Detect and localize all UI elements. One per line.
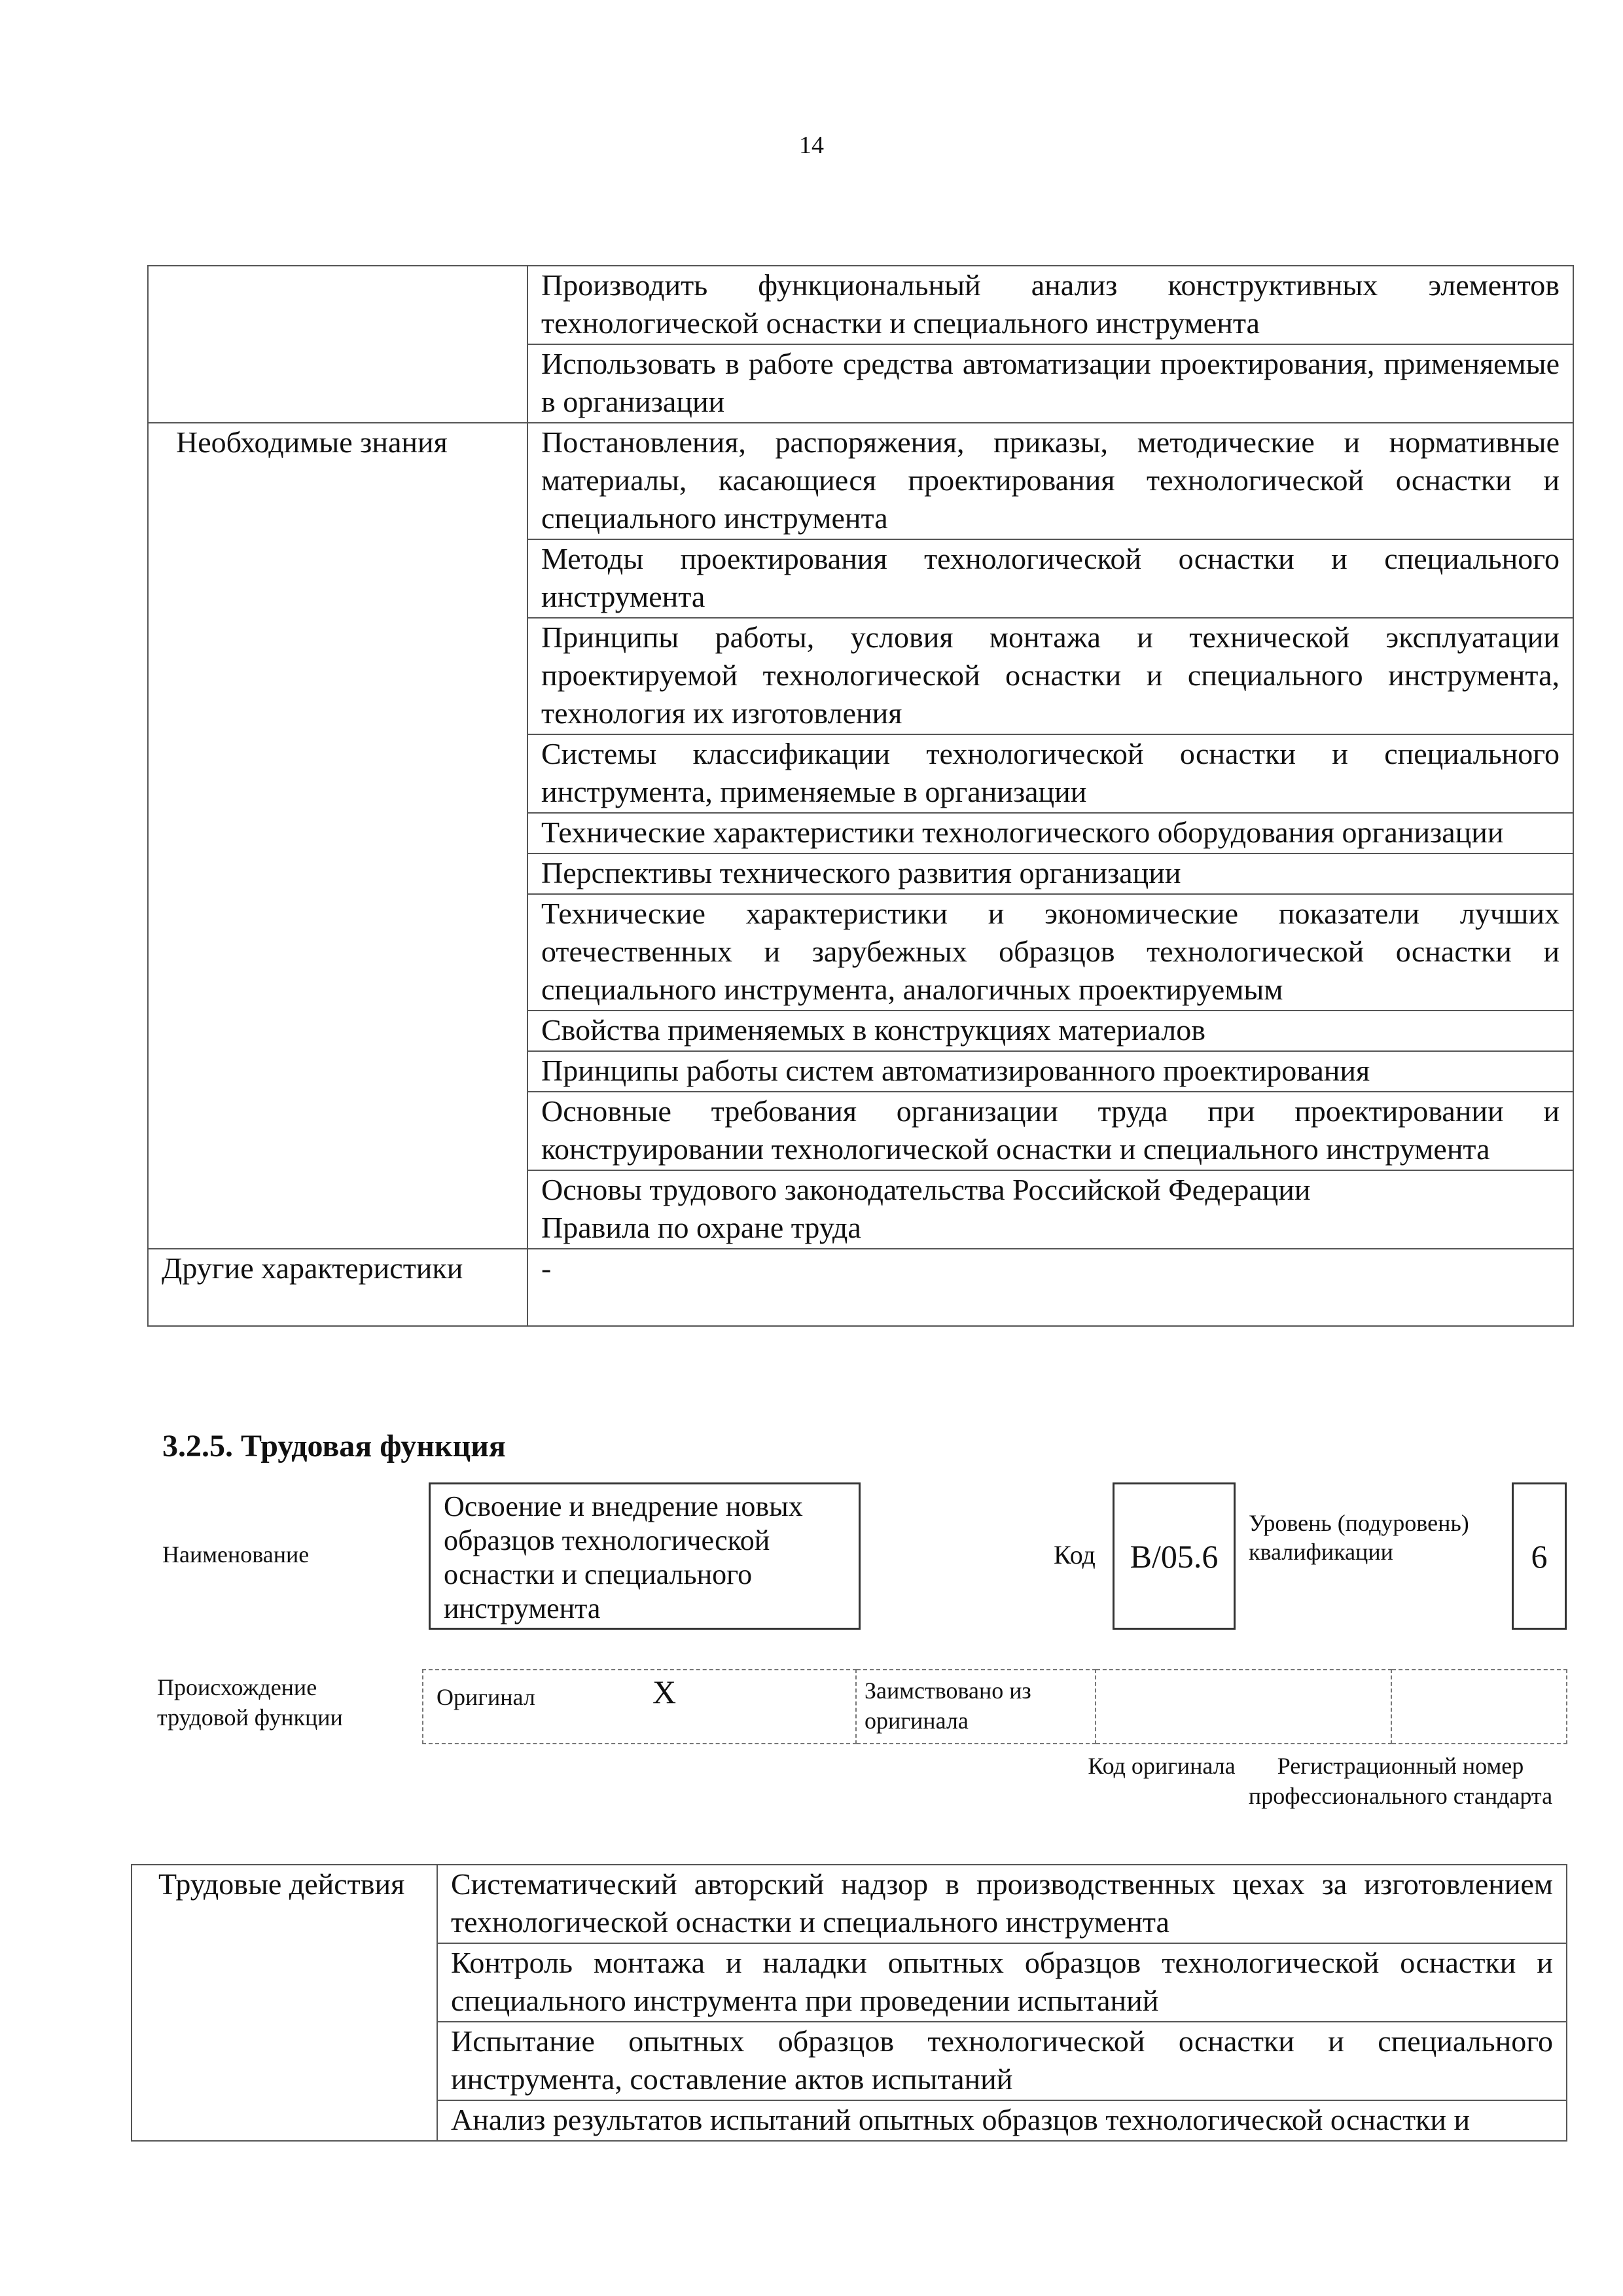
list-item: Контроль монтажа и наладки опытных образцов технологической оснастки и специального инструмента при проведении испытаний — [437, 1943, 1567, 2022]
original-label: Оригинал — [437, 1684, 535, 1710]
list-item: Производить функциональный анализ конструктивных элементов технологической оснастки и специального инструмента — [527, 266, 1573, 344]
qualification-level-box: 6 — [1512, 1482, 1567, 1630]
row-label-required-knowledge: Необходимые знания — [148, 423, 527, 1249]
borrowed-cell — [856, 1670, 1096, 1744]
row-label-labor-actions: Трудовые действия — [132, 1865, 437, 2141]
list-item: Систематический авторский надзор в производственных цехах за изготовлением технологической оснастки и специального инструмента — [437, 1865, 1567, 1943]
code-label: Код — [1054, 1540, 1096, 1570]
list-item — [527, 1170, 1573, 1249]
list-item: Методы проектирования технологической оснастки и специального инструмента — [527, 539, 1573, 618]
list-item-text: Правила по охране труда — [541, 1211, 861, 1244]
list-item: Испытание опытных образцов технологической оснастки и специального инструмента, составление актов испытаний — [437, 2022, 1567, 2100]
table-row — [132, 1865, 1567, 1943]
list-item: Принципы работы систем автоматизированного проектирования — [527, 1051, 1573, 1092]
section-heading: 3.2.5. Трудовая функция — [162, 1429, 506, 1463]
code-original-cell — [1096, 1670, 1391, 1744]
origin-table — [422, 1669, 1567, 1744]
list-item: Свойства применяемых в конструкциях материалов — [527, 1011, 1573, 1051]
name-label: Наименование — [162, 1541, 310, 1568]
page-number: 14 — [799, 132, 824, 159]
reg-number-cell — [1391, 1670, 1567, 1744]
list-item: Принципы работы, условия монтажа и технической эксплуатации проектируемой технологической оснастки и специального инструмента, технология их изготовления — [527, 618, 1573, 734]
code-value-box: В/05.6 — [1113, 1482, 1236, 1630]
list-item: Системы классификации технологической оснастки и специального инструмента, применяемые в организации — [527, 734, 1573, 813]
list-item: Использовать в работе средства автоматизации проектирования, применяемые в организации — [527, 344, 1573, 423]
list-item: - — [527, 1249, 1573, 1326]
reg-number-caption: Регистрационный номер профессионального стандарта — [1248, 1753, 1553, 1809]
table-row — [148, 266, 1573, 344]
list-item: Технические характеристики технологического оборудования организации — [527, 813, 1573, 853]
list-item-text: Основы трудового законодательства Российской Федерации — [541, 1173, 1311, 1206]
list-item: Перспективы технического развития организации — [527, 853, 1573, 894]
table-row — [148, 1249, 1573, 1326]
borrowed-label: Заимствовано из оригинала — [865, 1677, 1031, 1734]
row-label-skills-continued — [148, 266, 527, 423]
labor-actions-table — [131, 1864, 1567, 2142]
table-row — [148, 423, 1573, 539]
requirements-table — [147, 265, 1574, 1327]
original-mark: X — [652, 1674, 677, 1710]
qualification-level-label: Уровень (подуровень) квалификации — [1249, 1510, 1469, 1565]
code-original-caption: Код оригинала — [1088, 1753, 1236, 1779]
list-item: Постановления, распоряжения, приказы, методические и нормативные материалы, касающиеся проектирования технологической оснастки и специального инструмента — [527, 423, 1573, 539]
list-item: Основные требования организации труда при проектировании и конструировании технологической оснастки и специального инструмента — [527, 1092, 1573, 1170]
row-label-other-characteristics: Другие характеристики — [148, 1249, 527, 1326]
function-name-box: Освоение и внедрение новых образцов технологической оснастки и специального инструмента — [429, 1482, 861, 1630]
origin-label: Происхождение трудовой функции — [157, 1674, 343, 1731]
list-item: Анализ результатов испытаний опытных образцов технологической оснастки и — [437, 2100, 1567, 2141]
list-item: Технические характеристики и экономические показатели лучших отечественных и зарубежных образцов технологической оснастки и специального инструмента, аналогичных проектируемым — [527, 894, 1573, 1011]
original-cell — [423, 1670, 856, 1744]
